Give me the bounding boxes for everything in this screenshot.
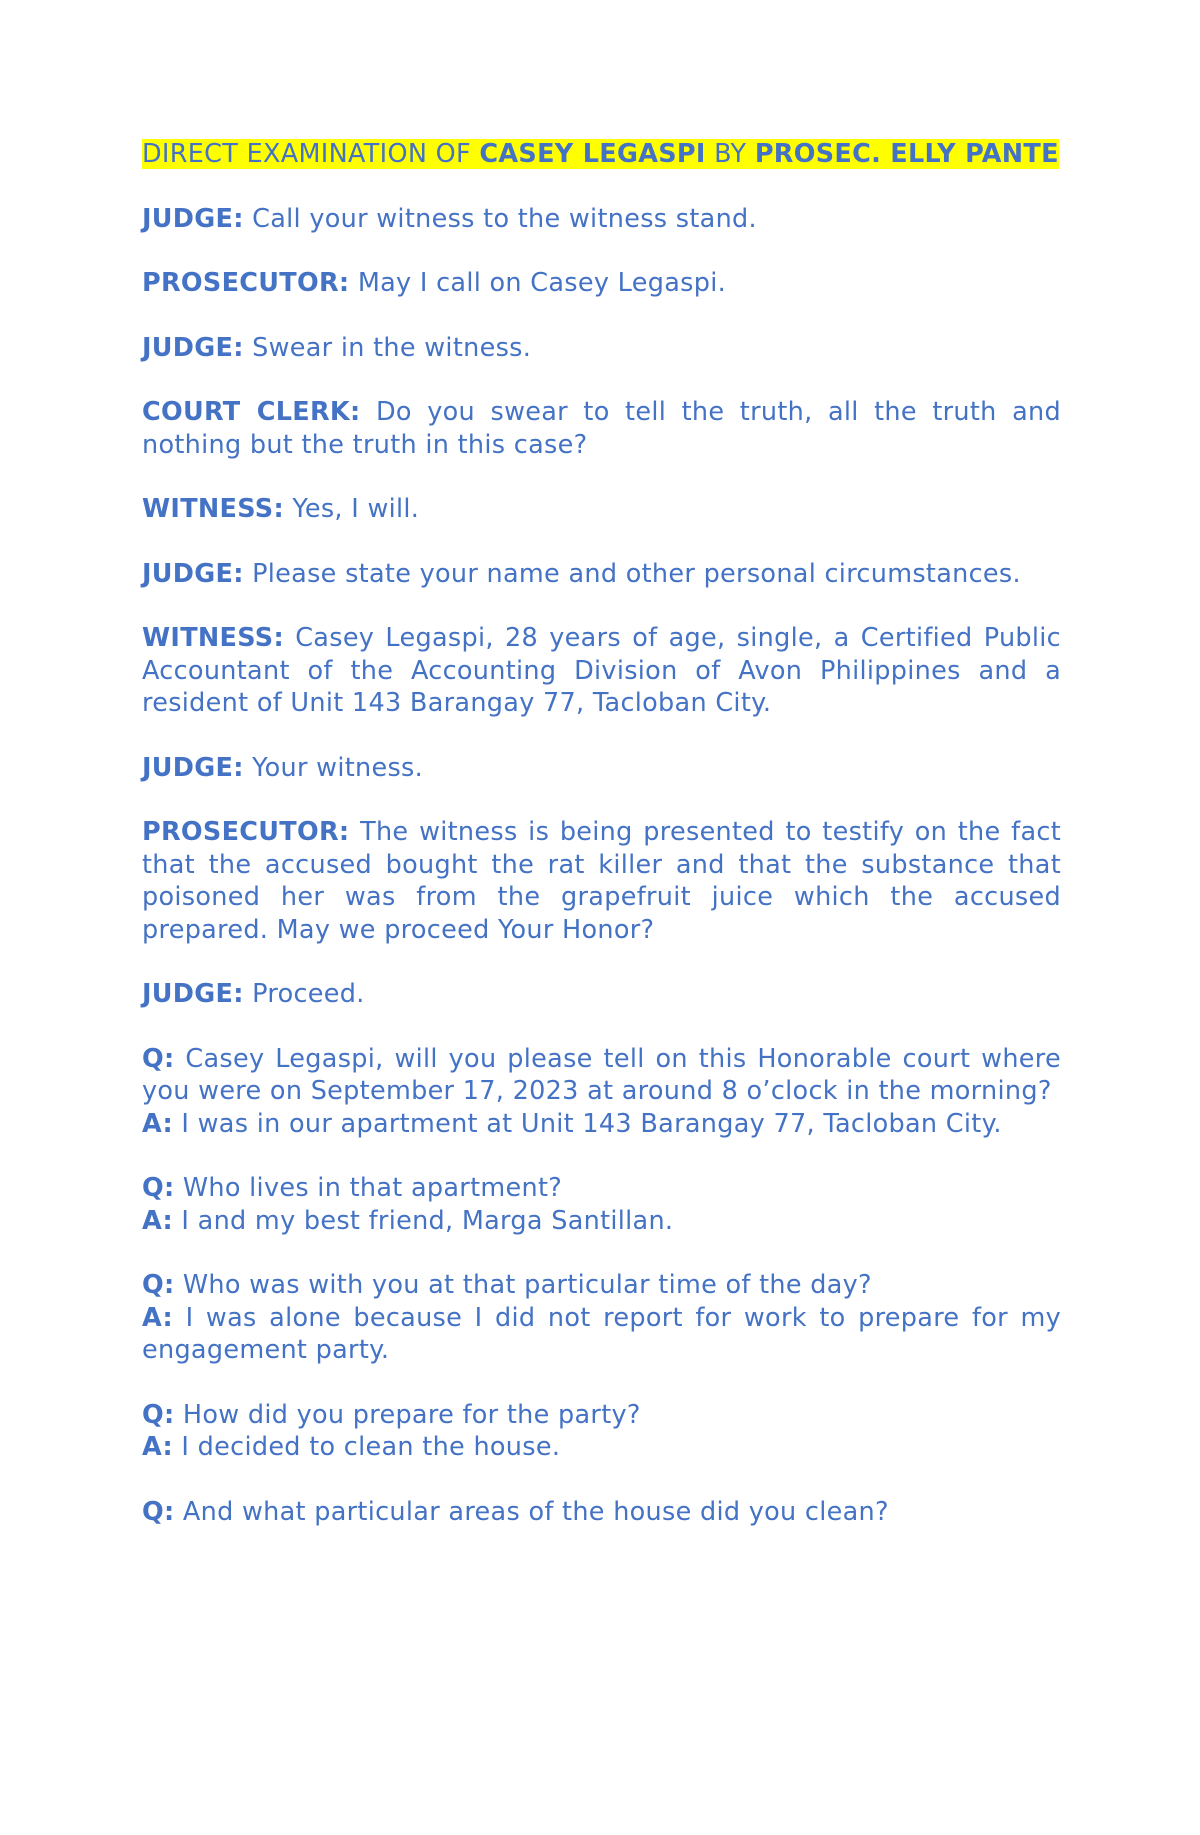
question-label: Q: — [142, 1173, 175, 1203]
transcript-entry — [142, 493, 1061, 526]
title-witness-name: CASEY LEGASPI — [479, 139, 706, 169]
transcript-entry — [142, 622, 1061, 720]
speaker-label: JUDGE: — [142, 558, 244, 589]
speaker-label: JUDGE: — [142, 752, 244, 783]
answer — [142, 1302, 1061, 1367]
answer — [142, 1205, 1061, 1238]
answer-text: I was alone because I did not report for work to prepare for my engagement party. — [142, 1302, 1061, 1365]
transcript-entry — [142, 332, 1061, 365]
document-title — [142, 138, 1061, 171]
question — [142, 1399, 1061, 1432]
transcript-entry — [142, 396, 1061, 461]
speaker-label: PROSECUTOR: — [142, 268, 350, 298]
speaker-label: JUDGE: — [142, 332, 244, 363]
speaker-label: WITNESS: — [142, 623, 284, 653]
question-text: Who lives in that apartment? — [174, 1173, 563, 1203]
transcript-entry — [142, 203, 1061, 236]
document-body — [142, 138, 1061, 1528]
entry-text: Your witness. — [243, 752, 424, 783]
title-prosecutor: PROSEC. ELLY PANTE — [754, 139, 1059, 169]
answer-text: I was in our apartment at Unit 143 Barangay 77, Tacloban City. — [173, 1108, 1002, 1139]
speaker-label: JUDGE: — [142, 979, 244, 1009]
speaker-label: WITNESS: — [142, 494, 284, 524]
answer-label: A: — [142, 1205, 174, 1236]
question-label: Q: — [142, 1270, 175, 1300]
answer-label: A: — [142, 1432, 174, 1462]
answer — [142, 1431, 1061, 1464]
transcript-entry — [142, 558, 1061, 591]
question — [142, 1043, 1061, 1108]
title-prefix: DIRECT EXAMINATION OF — [142, 139, 480, 169]
question-text: How did you prepare for the party? — [174, 1399, 641, 1430]
question-label: Q: — [142, 1399, 175, 1430]
question — [142, 1269, 1061, 1302]
entry-text: Swear in the witness. — [243, 332, 532, 363]
entry-text: Do you swear to tell the truth, all the truth and nothing but the truth in this case? — [142, 397, 1061, 460]
entry-text: Yes, I will. — [283, 494, 420, 524]
transcript-entry — [142, 267, 1061, 300]
transcript-entry — [142, 816, 1061, 946]
transcript-entry — [142, 752, 1061, 785]
entry-text: Casey Legaspi, 28 years of age, single, a Certified Public Accountant of the Accounting Division of Avon Philippines and a resident of Unit 143 Barangay 77, Tacloban City. — [142, 623, 1061, 718]
question-label: Q: — [142, 1496, 175, 1527]
entry-text: May I call on Casey Legaspi. — [349, 268, 726, 298]
answer-text: I and my best friend, Marga Santillan. — [173, 1205, 674, 1236]
answer-text: I decided to clean the house. — [173, 1432, 561, 1462]
title-highlight — [142, 139, 1059, 169]
question-text: Casey Legaspi, will you please tell on this Honorable court where you were on September 17, 2023 at around 8 o’clock in the morning? — [142, 1043, 1061, 1106]
entry-text: Proceed. — [243, 979, 365, 1009]
transcript-entry — [142, 978, 1061, 1011]
title-by: BY — [705, 139, 755, 169]
answer — [142, 1108, 1061, 1141]
answer-label: A: — [142, 1108, 174, 1139]
entry-text: Call your witness to the witness stand. — [243, 203, 757, 234]
entry-text: Please state your name and other personal circumstances. — [243, 558, 1021, 589]
question-text: Who was with you at that particular time of the day? — [174, 1270, 872, 1300]
question-label: Q: — [142, 1043, 175, 1074]
speaker-label: COURT CLERK: — [142, 397, 361, 427]
question — [142, 1172, 1061, 1205]
question-text: And what particular areas of the house did you clean? — [174, 1496, 889, 1527]
speaker-label: PROSECUTOR: — [142, 817, 350, 847]
question — [142, 1496, 1061, 1529]
speaker-label: JUDGE: — [142, 203, 244, 234]
answer-label: A: — [142, 1302, 174, 1333]
entry-text: The witness is being presented to testify on the fact that the accused bought the rat killer and that the substance that poisoned her was from the grapefruit juice which the accused prepared. May we proceed Your Honor? — [142, 817, 1061, 945]
